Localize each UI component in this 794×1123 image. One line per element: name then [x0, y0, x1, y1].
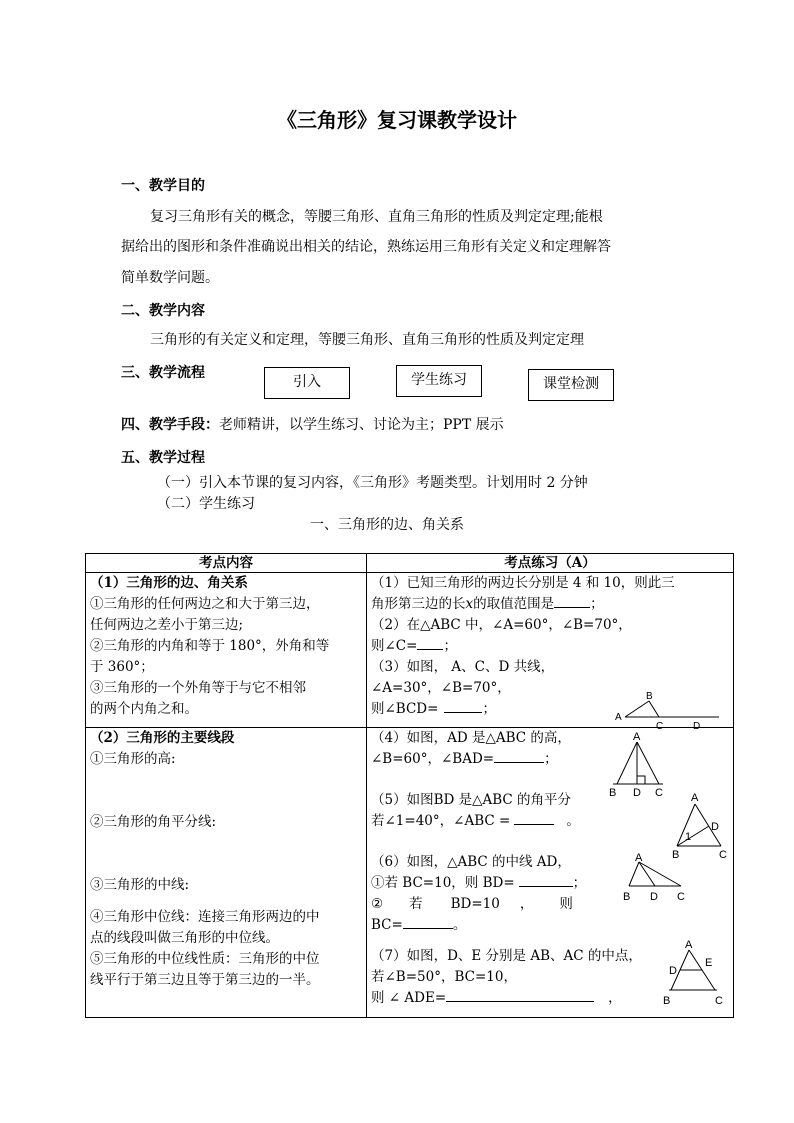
- fig4-label-a: A: [633, 731, 641, 743]
- row2-left-midline-def: ④三角形中位线：连接三角形两边的中: [90, 909, 320, 925]
- figure-q4-altitude: [609, 730, 669, 800]
- section-4-heading: 四、教学手段：: [121, 417, 219, 433]
- q2-answer-blank[interactable]: [417, 649, 443, 650]
- row1-left-line: ③三角形的一个外角等于与它不相邻: [90, 680, 306, 696]
- row2-left-height: ①三角形的高:: [90, 751, 176, 767]
- q6-line-4: BC= 。: [371, 917, 467, 933]
- flow-box-test: 课堂检测: [528, 369, 614, 401]
- fig3-label-b: B: [646, 691, 653, 702]
- q3-line-3: 则∠BCD= ；: [371, 701, 496, 717]
- fig6-label-c: C: [677, 891, 685, 903]
- q6-answer-blank-2[interactable]: [403, 928, 453, 929]
- fig6-label-a: A: [635, 852, 643, 864]
- row2-left-median: ③三角形的中线:: [90, 877, 190, 893]
- fig3-label-d: D: [693, 721, 701, 731]
- row1-left-line: ①三角形的任何两边之和大于第三边，: [90, 596, 320, 612]
- row2-right-cell: [367, 728, 734, 1018]
- fig3-label-c: C: [656, 721, 664, 731]
- fig7-label-b: B: [663, 995, 671, 1007]
- q1-line-1: （1）已知三角形的两边长分别是 4 和 10，则此三: [371, 575, 675, 591]
- q3-line-2: ∠A=30°，∠B=70°，: [371, 680, 511, 696]
- section-1-text-line-1: 复习三角形有关的概念，等腰三角形、直角三角形的性质及判定定理;能根: [150, 209, 603, 225]
- row1-right-cell: [367, 573, 734, 731]
- fig5-label-d: D: [711, 821, 719, 833]
- row1-left-line: 于 360°；: [90, 659, 154, 675]
- q2-line-2: 则∠C= ；: [371, 638, 457, 654]
- figure-q6-median: [619, 852, 691, 908]
- section-2-text: 三角形的有关定义和定理，等腰三角形、直角三角形的性质及判定定理: [150, 332, 584, 348]
- q7-line-1: （7）如图，D、E 分别是 AB、AC 的中点，: [371, 948, 642, 964]
- q2-line-1: （2）在△ABC 中，∠A=60°，∠B=70°，: [371, 617, 632, 633]
- row1-left-line: 任何两边之差小于第三边;: [90, 617, 244, 633]
- q3-line-1: （3）如图， A、C、D 共线，: [371, 659, 555, 675]
- fig7-label-a: A: [685, 939, 693, 951]
- figure-q3-triangle: [613, 691, 723, 731]
- row1-left-line: ②三角形的内角和等于 180°，外角和等: [90, 638, 330, 654]
- q4-line-2: ∠B=60°，∠BAD= ；: [371, 751, 558, 767]
- section-4-text: 老师精讲，以学生练习、讨论为主；PPT 展示: [219, 417, 504, 433]
- knowledge-table: [85, 553, 734, 1018]
- table-header-practice: 考点练习（A）: [367, 554, 734, 573]
- q3-answer-blank[interactable]: [444, 712, 482, 713]
- q4-line-1: （4）如图，AD 是△ABC 的高，: [371, 730, 571, 746]
- section-1-heading: 一、教学目的: [121, 178, 205, 194]
- fig7-label-c: C: [715, 995, 723, 1007]
- flow-box-practice: 学生练习: [396, 365, 482, 397]
- q1-line-2: 角形第三边的长x的取值范围是 ；: [371, 596, 604, 612]
- fig7-label-d: D: [669, 965, 677, 977]
- q1-answer-blank[interactable]: [554, 607, 590, 608]
- q6-answer-blank-1[interactable]: [519, 886, 573, 887]
- row2-left-midline-def: 点的线段叫做三角形的中位线。: [90, 930, 279, 946]
- q7-line-3: 则 ∠ ADE= ，: [371, 990, 622, 1006]
- section-3-heading: 三、教学流程: [121, 365, 205, 381]
- fig5-label-c: C: [719, 849, 727, 861]
- q6-line-3: ② 若 BD=10 ， 则: [371, 896, 573, 912]
- section-5-line-1: （一）引入本节课的复习内容，《三角形》考题类型。计划用时 2 分钟: [157, 475, 588, 491]
- fig6-label-b: B: [623, 891, 631, 903]
- q5-answer-blank[interactable]: [514, 824, 554, 825]
- section-4: [121, 414, 504, 434]
- row2-left-bisector: ②三角形的角平分线:: [90, 814, 217, 830]
- q5-line-2: 若∠1=40°，∠ABC = 。: [371, 813, 580, 829]
- figure-q7-midline: [657, 938, 727, 1010]
- fig4-label-d: D: [633, 787, 641, 799]
- section-1-text-line-3: 简单数学问题。: [121, 270, 219, 286]
- row2-left-midline-prop: 线平行于第三边且等于第三边的一半。: [90, 972, 320, 988]
- section-2-heading: 二、教学内容: [121, 303, 205, 319]
- row2-left-cell: [86, 728, 367, 1018]
- row1-left-cell: [86, 573, 367, 728]
- q7-answer-blank[interactable]: [446, 1001, 594, 1002]
- fig4-label-c: C: [655, 787, 663, 799]
- fig5-label-1: 1: [685, 831, 692, 843]
- row2-left-midline-prop: ⑤三角形的中位线性质：三角形的中位: [90, 951, 320, 967]
- fig5-label-a: A: [691, 792, 699, 804]
- row1-left-title: （1）三角形的边、角关系: [90, 575, 248, 591]
- row1-left-line: 的两个内角之和。: [90, 701, 198, 717]
- fig6-label-d: D: [650, 891, 658, 903]
- fig5-label-b: B: [672, 849, 680, 861]
- section-5-heading: 五、教学过程: [121, 450, 205, 466]
- fig7-label-e: E: [705, 957, 713, 969]
- table-header-content: 考点内容: [86, 554, 367, 573]
- q4-answer-blank[interactable]: [494, 762, 544, 763]
- page-title: 《三角形》复习课教学设计: [277, 108, 517, 132]
- q6-line-1: （6）如图，△ABC 的中线 AD，: [371, 854, 571, 870]
- flow-box-intro: 引入: [264, 367, 350, 399]
- q5-line-1: （5）如图BD 是△ABC 的角平分: [371, 792, 572, 808]
- section-5-line-2: （二）学生练习: [157, 496, 255, 512]
- section-1-text-line-2: 据给出的图形和条件准确说出相关的结论，熟练运用三角形有关定义和定理解答: [121, 239, 611, 255]
- q1-variable: x: [465, 596, 474, 612]
- q7-line-2: 若∠B=50°，BC=10，: [371, 969, 517, 985]
- row2-left-title: （2）三角形的主要线段: [90, 730, 235, 746]
- fig4-label-b: B: [609, 787, 617, 799]
- section-5-subtitle: 一、三角形的边、角关系: [310, 517, 464, 533]
- fig3-label-a: A: [615, 712, 622, 723]
- q6-line-2: ①若 BC=10，则 BD= ；: [371, 875, 587, 891]
